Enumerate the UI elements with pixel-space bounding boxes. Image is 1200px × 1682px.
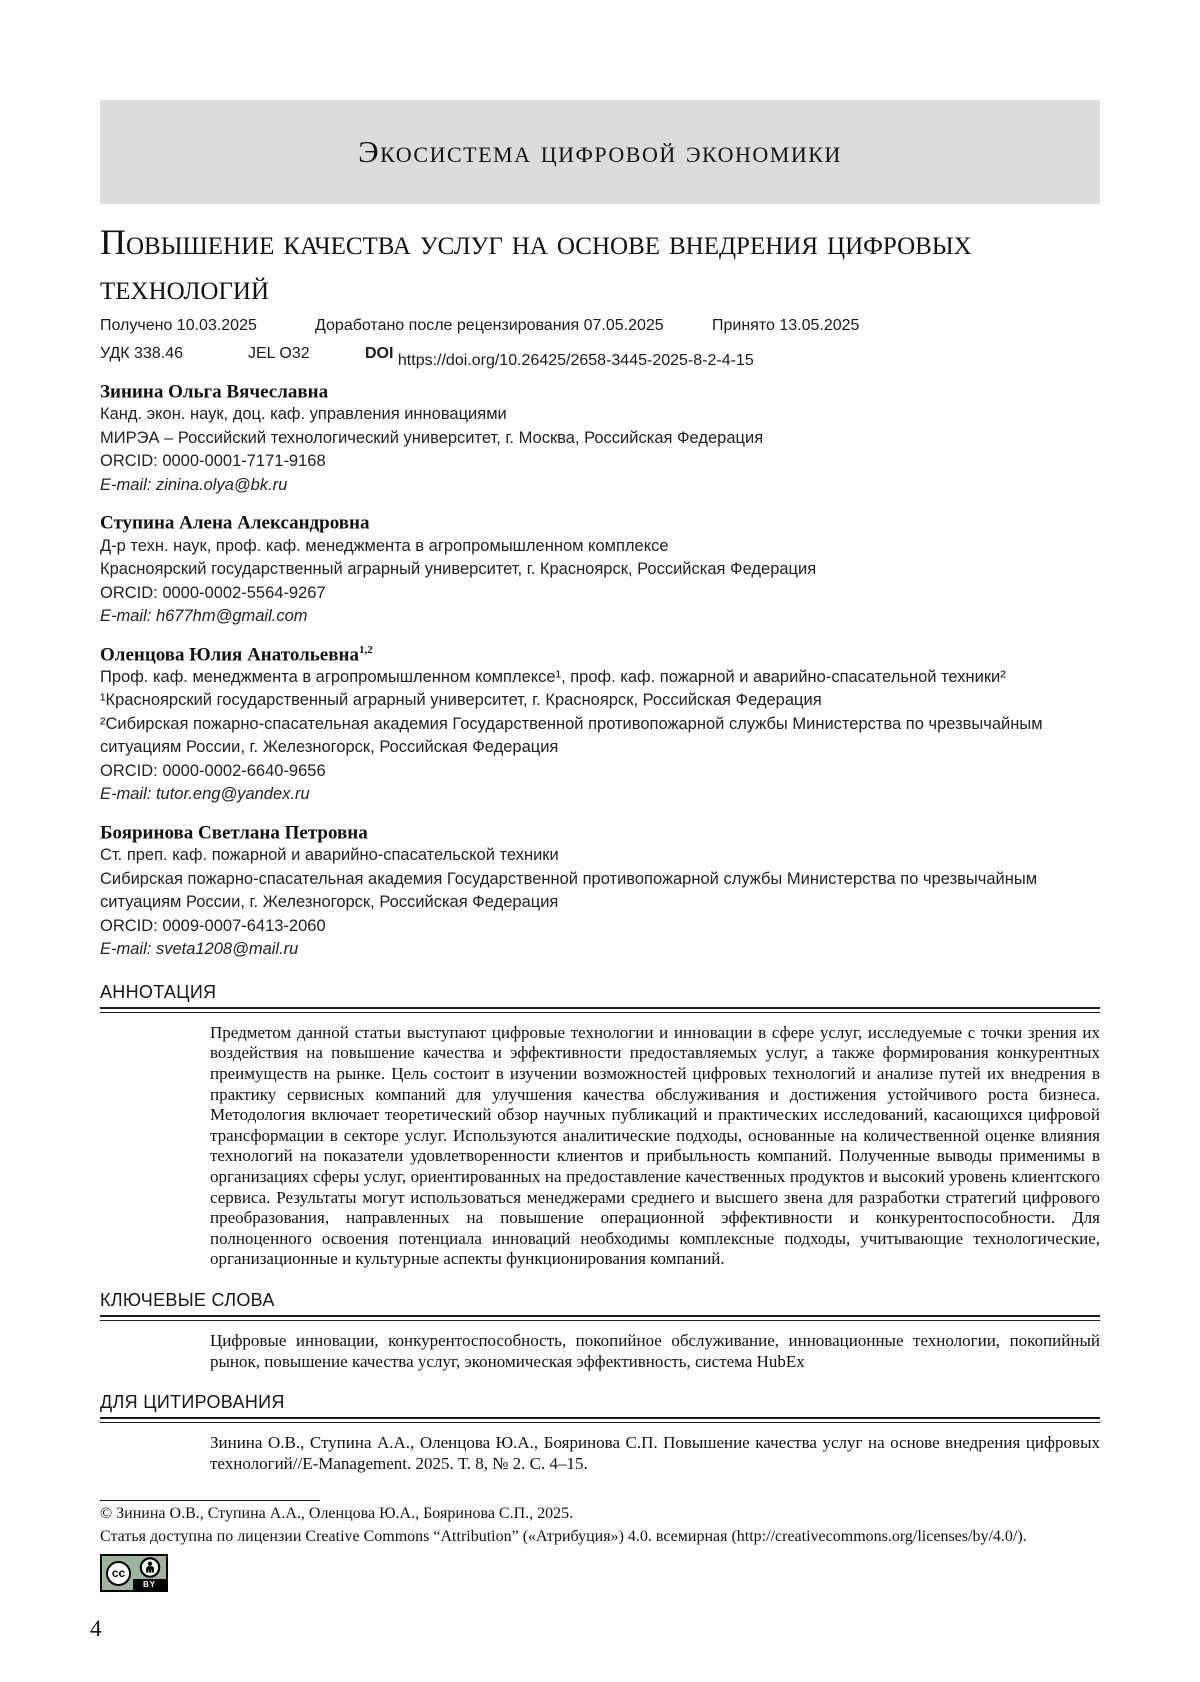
revised-date: Доработано после рецензирования 07.05.2025 [315,317,664,334]
author-role: Проф. каф. менеджмента в агропромышленном комплексе¹, проф. каф. пожарной и аварийно-спасательной техники² [100,667,1006,686]
received-date: Получено 10.03.2025 [100,317,257,334]
keywords-section [100,1290,1100,1372]
abstract-heading: АННОТАЦИЯ [100,981,217,1002]
author-orcid: ORCID: 0009-0007-6413-2060 [100,916,326,935]
abstract-section [100,982,1100,1270]
section-rule [100,1007,1100,1013]
author-block-stupina [100,507,1100,628]
email-address: sveta1208@mail.ru [155,940,299,959]
copyright-line: © Зинина О.В., Ступина А.А., Оленцова Ю.А., Бояринова С.П., 2025. [100,1505,574,1523]
cc-by-badge [100,1554,168,1592]
email-label: E-mail: [100,607,152,626]
author-affiliation-1: ¹Красноярский государственный аграрный университет, г. Красноярск, Российская Федерация [100,691,822,710]
author-orcid: ORCID: 0000-0002-6640-9656 [100,761,326,780]
author-role: Ст. преп. каф. пожарной и аварийно-спасательской техники [100,846,559,865]
author-orcid: ORCID: 0000-0001-7171-9168 [100,452,326,471]
author-email [100,474,1100,498]
codes-row [100,338,1100,369]
author-affiliation: Сибирская пожарно-спасательная академия Государственной противопожарной службы Министерства по чрезвычайным ситуациям России, г. Железногорск, Российская Федерация [100,869,1038,912]
rubric-banner [100,100,1100,204]
email-label: E-mail: [100,785,152,804]
journal-article-page [0,100,1200,1682]
author-block-olentsova [100,639,1100,807]
section-rule [100,1315,1100,1321]
email-address: h677hm@gmail.com [155,607,308,626]
udc-code: УДК 338.46 [100,345,183,362]
abstract-text: Предметом данной статьи выступают цифровые технологии и инновации в сфере услуг, исследуемые с точки зрения их воздействия на повышение качества и эффективности предоставляемых услуг, а также формирования конкурентных преимуществ на рынке. Цель состоит в изучении возможностей цифровых технологий и анализе путей их внедрения в практику сервисных компаний для улучшения качества обслуживания и достижения устойчивого роста бизнеса. Методология включает теоретический обзор научных публикаций и практических исследований, касающихся цифровой трансформации в секторе услуг. Используются аналитические подходы, основанные на количественной оценке влияния технологий на показатели удовлетворенности клиентов и прибыльность компаний. Полученные выводы применимы в организациях сферы услуг, ориентированных на предоставление качественных продуктов и высокий уровень клиентского сервиса. Результаты могут использоваться менеджерами среднего и высшего звена для разработки стратегий цифрового преобразования, направленных на повышение операционной эффективности и конкурентоспособности. Для полноценного освоения потенциала инноваций необходимы комплексные подходы, учитывающие технологические, организационные и культурные аспекты функционирования компаний. [210,1022,1100,1269]
license-line: Статья доступна по лицензии Creative Commons “Attribution” («Атрибуция») 4.0. всемирная (http://creativecommons.org/licenses/by/4.0/). [100,1528,1027,1546]
authors-list [100,376,1100,962]
doi [365,345,754,369]
author-name: Зинина Ольга Вячеславна [100,381,329,403]
keywords-text: Цифровые инновации, конкурентоспособность, покопийное обслуживание, инновационные технологии, покопийный рынок, повышение качества услуг, экономическая эффективность, система HubEx [210,1330,1100,1371]
author-block-zinina [100,376,1100,497]
author-name: Ступина Алена Александровна [100,512,370,534]
citation-section [100,1392,1100,1474]
author-affil-marker: 1,2 [358,643,373,656]
author-name: Бояринова Светлана Петровна [100,822,368,844]
author-email [100,605,1100,629]
citation-text: Зинина О.В., Ступина А.А., Оленцова Ю.А., Бояринова С.П. Повышение качества услуг на основе внедрения цифровых технологий//E-Management. 2025. Т. 8, № 2. С. 4–15. [210,1433,1100,1473]
accepted-date: Принято 13.05.2025 [712,317,860,334]
footnote-divider [100,1500,320,1501]
cc-by-label: BY [133,1579,166,1590]
email-label: E-mail: [100,475,152,494]
rubric-banner-title: Экосистема цифровой экономики [358,134,842,169]
author-role: Канд. экон. наук, доц. каф. управления инновациями [100,405,507,424]
page-footer [90,1500,1100,1642]
author-email [100,783,1100,807]
section-rule [100,1417,1100,1423]
keywords-heading: КЛЮЧЕВЫЕ СЛОВА [100,1289,275,1310]
jel-code: JEL O32 [248,345,310,362]
email-label: E-mail: [100,940,152,959]
author-affiliation-2: ²Сибирская пожарно-спасательная академия Государственной противопожарной службы Министерства по чрезвычайным ситуациям России, г. Железногорск, Российская Федерация [100,714,1043,757]
author-email [100,938,1100,962]
email-address: zinina.olya@bk.ru [155,475,288,494]
article-title: Повышение качества услуг на основе внедрения цифровых технологий [100,222,972,307]
author-affiliation: Красноярский государственный аграрный университет, г. Красноярск, Российская Федерация [100,560,817,579]
author-orcid: ORCID: 0000-0002-5564-9267 [100,583,326,602]
author-role: Д-р техн. наук, проф. каф. менеджмента в агропромышленном комплексе [100,536,669,555]
author-name: Оленцова Юлия Анатольевна$^{1,2}$ [100,643,373,665]
doi-url: https://doi.org/10.26425/2658-3445-2025-8-2-4-15 [397,352,754,369]
author-affiliation: МИРЭА – Российский технологический университет, г. Москва, Российская Федерация [100,428,764,447]
citation-heading: ДЛЯ ЦИТИРОВАНИЯ [100,1392,285,1413]
cc-icon: cc [106,1561,131,1586]
doi-label: DOI [365,345,394,362]
page-number: 4 [90,1616,102,1642]
dates-row [100,310,1100,338]
author-block-boyarinova [100,817,1100,962]
email-address: tutor.eng@yandex.ru [155,785,310,804]
